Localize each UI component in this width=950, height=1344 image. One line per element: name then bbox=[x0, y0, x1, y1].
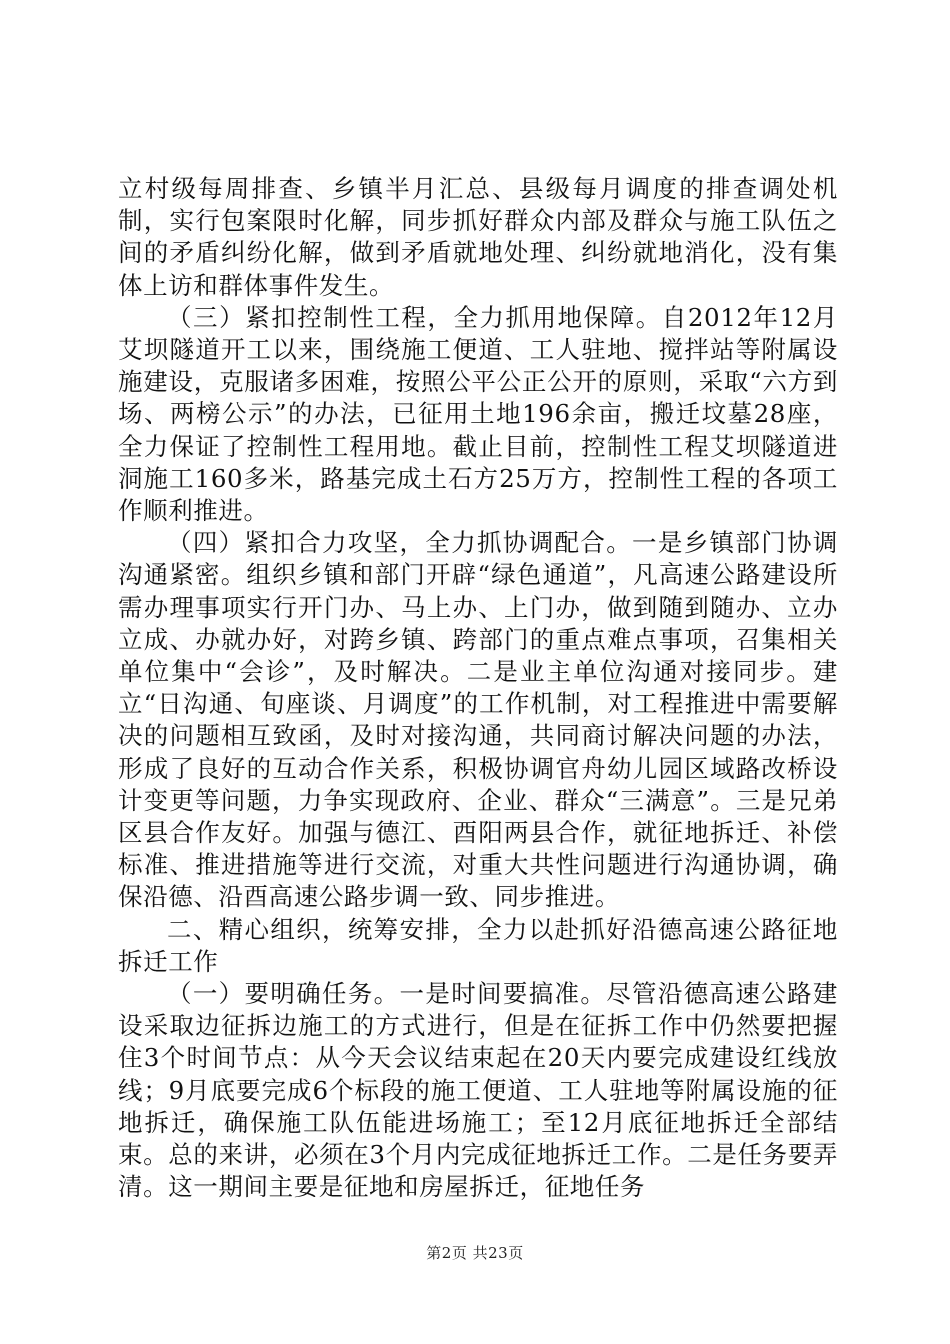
section-heading: 二、精心组织，统筹安排，全力以赴抓好沿德高速公路征地拆迁工作 bbox=[118, 914, 838, 976]
paragraph-1: 立村级每周排查、乡镇半月汇总、县级每月调度的排查调处机制，实行包案限时化解，同步抓好群众内部及群众与施工队伍之间的矛盾纠纷化解，做到矛盾就地处理、纠纷就地消化，没有集体上访和群体事件发生。 bbox=[118, 174, 838, 300]
document-body bbox=[118, 173, 838, 1204]
paragraph-2: （三）紧扣控制性工程，全力抓用地保障。自2012年12月艾坝隧道开工以来，围绕施工便道、工人驻地、搅拌站等附属设施建设，克服诸多困难，按照公平公正公开的原则，采取“六方到场、两榜公示”的办法，已征用土地196余亩，搬迁坟墓28座，全力保证了控制性工程用地。截止目前，控制性工程艾坝隧道进洞施工160多米，路基完成土石方25万方，控制性工程的各项工作顺利推进。 bbox=[118, 302, 838, 526]
paragraph-4: （一）要明确任务。一是时间要搞准。尽管沿德高速公路建设采取边征拆边施工的方式进行，但是在征拆工作中仍然要把握住3个时间节点：从今天会议结束起在20天内要完成建设红线放线；9月底要完成6个标段的施工便道、工人驻地等附属设施的征地拆迁，确保施工队伍能进场施工；至12月底征地拆迁全部结束。总的来讲，必须在3个月内完成征地拆迁工作。二是任务要弄清。这一期间主要是征地和房屋拆迁，征地任务 bbox=[118, 979, 838, 1202]
page-footer: 第2页 共23页 bbox=[426, 1244, 524, 1262]
paragraph-3: （四）紧扣合力攻坚，全力抓协调配合。一是乡镇部门协调沟通紧密。组织乡镇和部门开辟“绿色通道”，凡高速公路建设所需办理事项实行开门办、马上办、上门办，做到随到随办、立办立成、办就办好，对跨乡镇、跨部门的重点难点事项，召集相关单位集中“会诊”，及时解决。二是业主单位沟通对接同步。建立“日沟通、旬座谈、月调度”的工作机制，对工程推进中需要解决的问题相互致函，及时对接沟通，共同商讨解决问题的办法，形成了良好的互动合作关系，积极协调官舟幼儿园区域路改桥设计变更等问题，力争实现政府、企业、群众“三满意”。三是兄弟区县合作友好。加强与德江、酉阳两县合作，就征地拆迁、补偿标准、推进措施等进行交流，对重大共性问题进行沟通协调，确保沿德、沿酉高速公路步调一致、同步推进。 bbox=[118, 528, 838, 912]
